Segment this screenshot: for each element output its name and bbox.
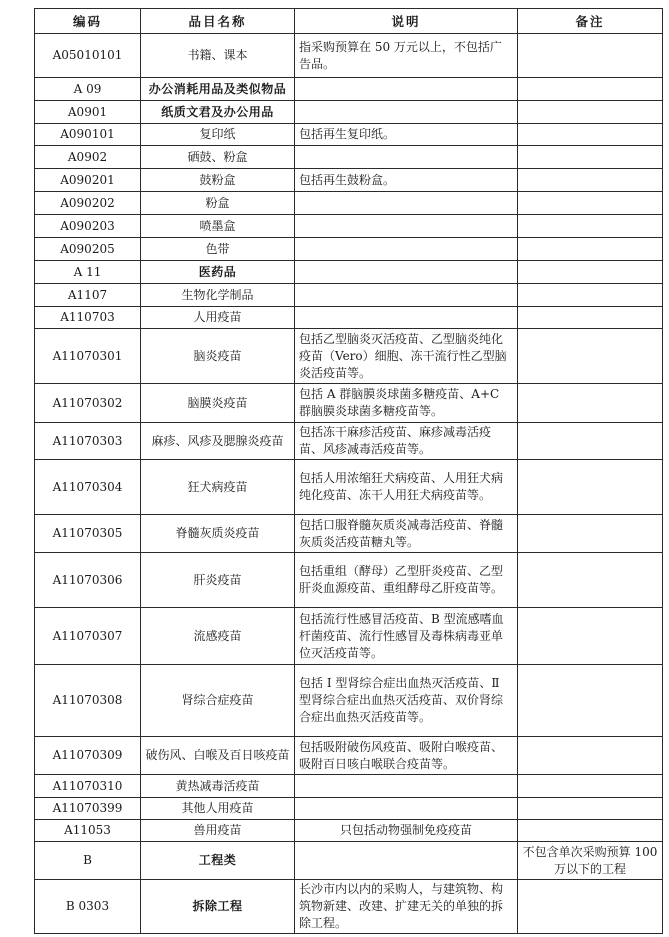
table-row (35, 880, 663, 934)
table-row (35, 34, 663, 78)
remarks-cell (518, 238, 663, 261)
table-row (35, 215, 663, 238)
table-row (35, 284, 663, 307)
description-cell: 包括 Ⅰ 型肾综合症出血热灭活疫苗、Ⅱ 型肾综合症出血热灭活疫苗、双价肾综合症出血热灭活疫苗等。 (295, 665, 518, 737)
table-row (35, 146, 663, 169)
code-cell: B 0303 (35, 880, 141, 934)
code-cell: A0902 (35, 146, 141, 169)
remarks-cell (518, 101, 663, 124)
table-row (35, 775, 663, 798)
header-item-name: 品目名称 (141, 9, 295, 34)
item-name-cell: 肾综合症疫苗 (141, 665, 295, 737)
table-row (35, 515, 663, 553)
item-name-cell: 肝炎疫苗 (141, 553, 295, 608)
description-cell (295, 261, 518, 284)
description-cell (295, 215, 518, 238)
code-cell: A11070305 (35, 515, 141, 553)
code-cell: A110703 (35, 307, 141, 329)
item-name-cell: 粉盒 (141, 192, 295, 215)
item-name-cell: 兽用疫苗 (141, 820, 295, 842)
code-cell: A11070303 (35, 423, 141, 460)
table-row (35, 737, 663, 775)
header-code: 编码 (35, 9, 141, 34)
item-name-cell: 脑炎疫苗 (141, 329, 295, 384)
description-cell: 包括重组（酵母）乙型肝炎疫苗、乙型肝炎血源疫苗、重组酵母乙肝疫苗等。 (295, 553, 518, 608)
code-cell: A11070308 (35, 665, 141, 737)
remarks-cell (518, 384, 663, 423)
code-cell: A11070307 (35, 608, 141, 665)
item-name-cell: 狂犬病疫苗 (141, 460, 295, 515)
item-name-cell: 麻疹、风疹及腮腺炎疫苗 (141, 423, 295, 460)
table-row (35, 238, 663, 261)
table-row (35, 820, 663, 842)
description-cell (295, 798, 518, 820)
code-cell: A11070309 (35, 737, 141, 775)
header-remarks: 备注 (518, 9, 663, 34)
description-cell (295, 307, 518, 329)
remarks-cell (518, 307, 663, 329)
remarks-cell (518, 775, 663, 798)
code-cell: A 11 (35, 261, 141, 284)
description-cell: 包括 A 群脑膜炎球菌多糖疫苗、A+C 群脑膜炎球菌多糖疫苗等。 (295, 384, 518, 423)
description-cell: 包括口服脊髓灰质炎减毒活疫苗、脊髓灰质炎活疫苗糖丸等。 (295, 515, 518, 553)
code-cell: A090201 (35, 169, 141, 192)
remarks-cell (518, 553, 663, 608)
table-row (35, 78, 663, 101)
description-cell: 包括乙型脑炎灭活疫苗、乙型脑炎纯化疫苗（Vero）细胞、冻干流行性乙型脑炎活疫苗等。 (295, 329, 518, 384)
item-name-cell: 流感疫苗 (141, 608, 295, 665)
code-cell: A11070399 (35, 798, 141, 820)
table-row (35, 329, 663, 384)
table-row (35, 460, 663, 515)
description-cell (295, 238, 518, 261)
remarks-cell (518, 608, 663, 665)
remarks-cell (518, 820, 663, 842)
code-cell: A 09 (35, 78, 141, 101)
description-cell: 包括冻干麻疹活疫苗、麻疹减毒活疫苗、风疹减毒活疫苗等。 (295, 423, 518, 460)
table-row (35, 798, 663, 820)
description-cell (295, 842, 518, 880)
remarks-cell (518, 880, 663, 934)
table-row (35, 192, 663, 215)
table-row (35, 101, 663, 124)
table-row (35, 124, 663, 146)
remarks-cell: 不包含单次采购预算 100 万以下的工程 (518, 842, 663, 880)
item-name-cell: 黄热减毒活疫苗 (141, 775, 295, 798)
code-cell: A090101 (35, 124, 141, 146)
item-name-cell: 色带 (141, 238, 295, 261)
description-cell: 包括再生复印纸。 (295, 124, 518, 146)
description-cell: 长沙市内以内的采购人，与建筑物、构筑物新建、改建、扩建无关的单独的拆除工程。 (295, 880, 518, 934)
code-cell: A090202 (35, 192, 141, 215)
code-cell: A11070310 (35, 775, 141, 798)
item-name-cell: 破伤风、白喉及百日咳疫苗 (141, 737, 295, 775)
description-cell: 包括再生鼓粉盒。 (295, 169, 518, 192)
remarks-cell (518, 460, 663, 515)
item-name-cell: 办公消耗用品及类似物品 (141, 78, 295, 101)
remarks-cell (518, 146, 663, 169)
remarks-cell (518, 78, 663, 101)
description-cell (295, 775, 518, 798)
table-row (35, 169, 663, 192)
item-name-cell: 纸质文君及办公用品 (141, 101, 295, 124)
code-cell: A11070302 (35, 384, 141, 423)
procurement-catalog-table (34, 8, 663, 934)
description-cell (295, 78, 518, 101)
remarks-cell (518, 284, 663, 307)
description-cell (295, 146, 518, 169)
item-name-cell: 书籍、课本 (141, 34, 295, 78)
item-name-cell: 人用疫苗 (141, 307, 295, 329)
description-cell: 包括吸附破伤风疫苗、吸附白喉疫苗、吸附百日咳白喉联合疫苗等。 (295, 737, 518, 775)
description-cell (295, 101, 518, 124)
item-name-cell: 鼓粉盒 (141, 169, 295, 192)
header-row (35, 9, 663, 34)
remarks-cell (518, 737, 663, 775)
code-cell: A1107 (35, 284, 141, 307)
remarks-cell (518, 169, 663, 192)
code-cell: A11070306 (35, 553, 141, 608)
item-name-cell: 脊髓灰质炎疫苗 (141, 515, 295, 553)
code-cell: A11070304 (35, 460, 141, 515)
description-cell (295, 192, 518, 215)
remarks-cell (518, 665, 663, 737)
table-row (35, 842, 663, 880)
item-name-cell: 工程类 (141, 842, 295, 880)
remarks-cell (518, 423, 663, 460)
item-name-cell: 脑膜炎疫苗 (141, 384, 295, 423)
code-cell: B (35, 842, 141, 880)
remarks-cell (518, 34, 663, 78)
code-cell: A0901 (35, 101, 141, 124)
code-cell: A11053 (35, 820, 141, 842)
item-name-cell: 生物化学制品 (141, 284, 295, 307)
code-cell: A11070301 (35, 329, 141, 384)
remarks-cell (518, 261, 663, 284)
remarks-cell (518, 329, 663, 384)
description-cell: 指采购预算在 50 万元以上，不包括广告品。 (295, 34, 518, 78)
item-name-cell: 喷墨盒 (141, 215, 295, 238)
header-description: 说明 (295, 9, 518, 34)
code-cell: A090205 (35, 238, 141, 261)
description-cell: 包括流行性感冒活疫苗、B 型流感嗜血杆菌疫苗、流行性感冒及毒株病毒亚单位灭活疫苗等。 (295, 608, 518, 665)
item-name-cell: 拆除工程 (141, 880, 295, 934)
item-name-cell: 医药品 (141, 261, 295, 284)
item-name-cell: 其他人用疫苗 (141, 798, 295, 820)
table-row (35, 307, 663, 329)
table-row (35, 608, 663, 665)
table-row (35, 665, 663, 737)
item-name-cell: 硒鼓、粉盒 (141, 146, 295, 169)
item-name-cell: 复印纸 (141, 124, 295, 146)
description-cell: 包括人用浓缩狂犬病疫苗、人用狂犬病纯化疫苗、冻干人用狂犬病疫苗等。 (295, 460, 518, 515)
remarks-cell (518, 515, 663, 553)
code-cell: A090203 (35, 215, 141, 238)
remarks-cell (518, 192, 663, 215)
table-row (35, 384, 663, 423)
table-row (35, 553, 663, 608)
remarks-cell (518, 124, 663, 146)
description-cell: 只包括动物强制免疫疫苗 (295, 820, 518, 842)
remarks-cell (518, 798, 663, 820)
table-row (35, 423, 663, 460)
code-cell: A05010101 (35, 34, 141, 78)
description-cell (295, 284, 518, 307)
table-row (35, 261, 663, 284)
remarks-cell (518, 215, 663, 238)
